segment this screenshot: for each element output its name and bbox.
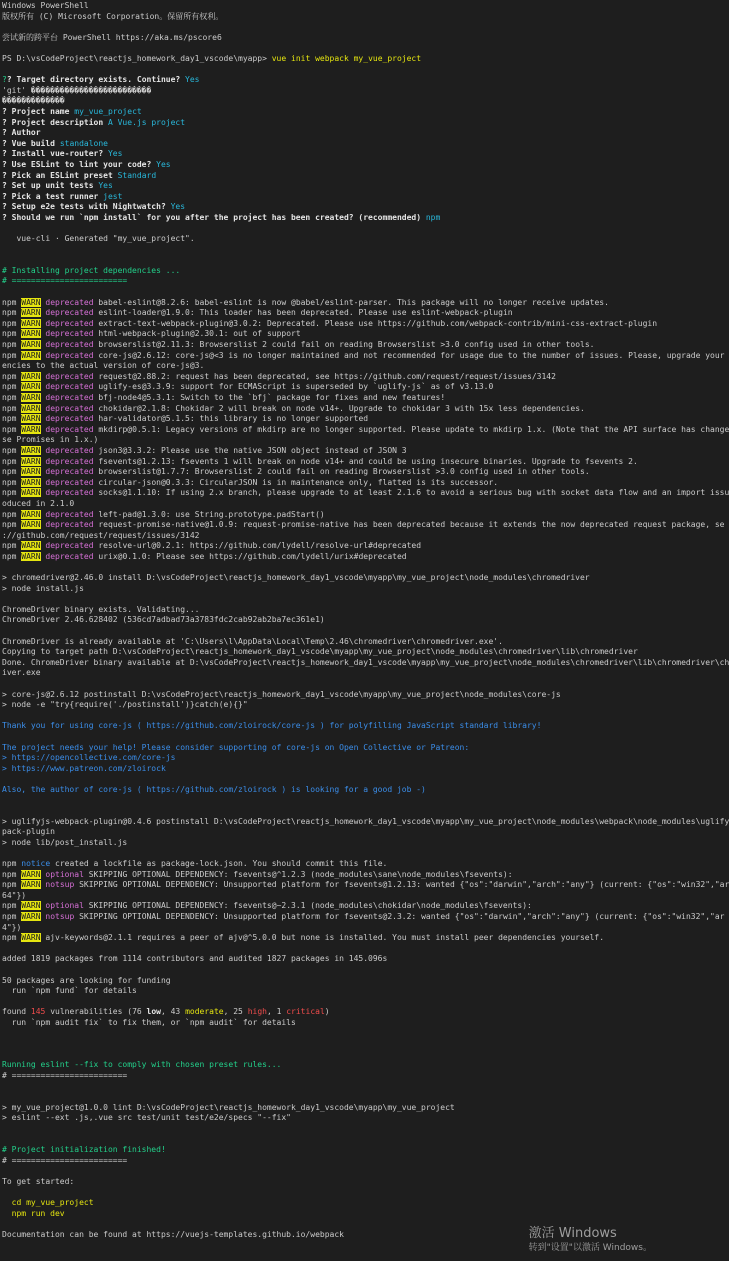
corejs-link-2[interactable]: > https://www.patreon.com/zloirock bbox=[2, 763, 166, 773]
terminal-output bbox=[2, 1, 729, 1240]
npm-deprecated-warning: npm WARN deprecated json3@3.3.2: Please use the native JSON object instead of JSON 3 bbox=[2, 445, 407, 455]
npm-deprecated-warning: npm WARN deprecated eslint-loader@1.9.0: This loader has been deprecated. Please use eslint-webpack-plugin bbox=[2, 308, 513, 318]
init-question: ? Setup e2e tests with Nightwatch? Yes bbox=[2, 202, 186, 212]
eslint-line-1: > my_vue_project@1.0.0 lint D:\vsCodeProject\reactjs_homework_day1_vscode\myapp\my_vue_project bbox=[2, 1102, 455, 1112]
npm-deprecated-warning: npm WARN deprecated request@2.88.2: request has been deprecated, see https://github.com/request/request/issues/3142 bbox=[2, 371, 556, 381]
chromedriver-line-6: Copying to target path D:\vsCodeProject\reactjs_homework_day1_vscode\myapp\my_vue_project\node_modules\chromedriver\lib\chromedriver bbox=[2, 647, 638, 657]
fund-line-1: 50 packages are looking for funding bbox=[2, 975, 171, 985]
git-error-1: 'git' ������������������������� bbox=[2, 85, 152, 95]
chromedriver-line-5: ChromeDriver is already available at 'C:\Users\l\AppData\Local\Temp\2.46\chromedriver\chromedriver.exe'. bbox=[2, 636, 503, 646]
init-question: ? Should we run `npm install` for you after the project has been created? (recommended) npm bbox=[2, 212, 441, 222]
install-rule: # ======================== bbox=[2, 276, 128, 286]
npm-deprecated-warning: npm WARN deprecated circular-json@0.3.3: CircularJSON is in maintenance only, flatted is its successor. bbox=[2, 477, 499, 487]
audit-line: run `npm audit fix` to fix them, or `npm audit` for details bbox=[2, 1018, 296, 1027]
corejs-line-1: > core-js@2.6.12 postinstall D:\vsCodeProject\reactjs_homework_day1_vscode\myapp\my_vue_project\node_modules\core-js bbox=[2, 689, 561, 699]
npm-deprecated-warning: npm WARN deprecated left-pad@1.3.0: use String.prototype.padStart() bbox=[2, 509, 325, 519]
npm-deprecated-warning: npm WARN deprecated socks@1.1.10: If using 2.x branch, please upgrade to at least 2.1.6 to avoid a serious bug with socket data flow and an import issu bbox=[2, 488, 729, 498]
npm-deprecated-warning: npm WARN deprecated core-js@2.6.12: core-js@<3 is no longer maintained and not recommended for usage due to the number of issues. Please, upgrade your bbox=[2, 350, 725, 360]
npm-deprecated-warning: npm WARN deprecated bfj-node4@5.3.1: Switch to the `bfj` package for fixes and new features! bbox=[2, 392, 446, 402]
corejs-help: The project needs your help! Please consider supporting of core-js on Open Collective or Patreon: bbox=[2, 742, 470, 752]
npm-deprecated-warning: npm WARN deprecated html-webpack-plugin@2.30.1: out of support bbox=[2, 329, 301, 339]
corejs-thanks: Thank you for using core-js ( https://github.com/zloirock/core-js ) for polyfilling JavaScript standard library! bbox=[2, 721, 542, 731]
npm-notice: npm notice created a lockfile as package-lock.json. You should commit this file. bbox=[2, 859, 388, 869]
added-summary: added 1819 packages from 1114 contributors and audited 1827 packages in 145.096s bbox=[2, 954, 388, 964]
npm-optional-2: npm WARN optional SKIPPING OPTIONAL DEPENDENCY: fsevents@~2.3.1 (node_modules\chokidar\node_modules\fsevents): bbox=[2, 901, 532, 911]
eslint-title: Running eslint --fix to comply with chosen preset rules... bbox=[2, 1060, 282, 1070]
prompt-line bbox=[2, 54, 660, 65]
prompt-path: PS D:\vsCodeProject\reactjs_homework_day1_vscode\myapp> bbox=[2, 53, 267, 63]
npm-deprecated-warning: npm WARN deprecated browserslist@1.7.7: Browserslist 2 could fail on reading Browserslist >3.0 config used in other tools. bbox=[2, 467, 590, 477]
npm-warning-continuation: oduced in 2.1.0 bbox=[2, 498, 75, 508]
npm-deprecated-warning: npm WARN deprecated resolve-url@0.2.1: https://github.com/lydell/resolve-url#deprecated bbox=[2, 541, 422, 551]
init-question: ? Pick a test runner jest bbox=[2, 191, 123, 201]
finish-rule: # ======================== bbox=[2, 1155, 128, 1165]
init-question: ? Set up unit tests Yes bbox=[2, 181, 113, 191]
ps-copyright: 版权所有 (C) Microsoft Corporation。保留所有权利。 bbox=[2, 11, 224, 21]
cmd-npm-run: npm run dev bbox=[2, 1208, 65, 1218]
activate-windows-watermark bbox=[529, 1226, 652, 1254]
install-title: # Installing project dependencies ... bbox=[2, 265, 181, 275]
watermark-title: 激活 Windows bbox=[528, 1226, 617, 1241]
question-target: ?? Target directory exists. Continue? Yes bbox=[2, 75, 200, 85]
init-question: ? Author bbox=[2, 128, 41, 138]
npm-deprecated-warning: npm WARN deprecated fsevents@1.2.13: fsevents 1 will break on node v14+ and could be using insecure binaries. Upgrade to fsevents 2. bbox=[2, 456, 638, 466]
npm-optional-1: npm WARN optional SKIPPING OPTIONAL DEPENDENCY: fsevents@^1.2.3 (node_modules\sane\node_modules\fsevents): bbox=[2, 869, 513, 879]
finish-title: # Project initialization finished! bbox=[2, 1145, 166, 1155]
chromedriver-line-4: ChromeDriver 2.46.628402 (536cd7adbad73a3783fdc2cab92ab2ba7ec361e1) bbox=[2, 615, 325, 625]
get-started: To get started: bbox=[2, 1176, 75, 1186]
chromedriver-line-2: > node install.js bbox=[2, 583, 84, 593]
npm-warning-continuation: ://github.com/request/request/issues/3142 bbox=[2, 530, 200, 540]
prompt-command: vue init webpack my_vue_project bbox=[271, 53, 422, 63]
init-question: ? Project name my_vue_project bbox=[2, 106, 142, 116]
corejs-line-2: > node -e "try{require('./postinstall')}catch(e){}" bbox=[2, 700, 248, 710]
uglify-line-3: > node lib/post_install.js bbox=[2, 837, 128, 847]
init-question: ? Project description A Vue.js project bbox=[2, 117, 186, 127]
npm-deprecated-warning: npm WARN deprecated browserslist@2.11.3: Browserslist 2 could fail on reading Browserslist >3.0 config used in other tools. bbox=[2, 340, 595, 349]
corejs-author: Also, the author of core-js ( https://github.com/zloirock ) is looking for a good job -) bbox=[2, 784, 426, 794]
fund-line-2: run `npm fund` for details bbox=[2, 986, 137, 996]
chromedriver-line-3: ChromeDriver binary exists. Validating... bbox=[2, 604, 200, 614]
chromedriver-line-1: > chromedriver@2.46.0 install D:\vsCodeProject\reactjs_homework_day1_vscode\myapp\my_vue_project\node_modules\chromedriver bbox=[2, 573, 590, 583]
eslint-line-2: > eslint --ext .js,.vue src test/unit test/e2e/specs "--fix" bbox=[2, 1113, 291, 1123]
vulnerabilities-line: found 145 vulnerabilities (76 low, 43 moderate, 25 high, 1 critical) bbox=[2, 1007, 330, 1017]
chromedriver-line-8: iver.exe bbox=[2, 668, 41, 678]
npm-warning-continuation: se Promises in 1.x.) bbox=[2, 435, 99, 445]
ps-tip: 尝试新的跨平台 PowerShell https://aka.ms/pscore6 bbox=[2, 32, 222, 42]
documentation-line: Documentation can be found at https://vuejs-templates.github.io/webpack bbox=[2, 1229, 344, 1239]
npm-deprecated-warning: npm WARN deprecated extract-text-webpack-plugin@3.0.2: Deprecated. Please use https://github.com/webpack-contrib/mini-css-extract-plugin bbox=[2, 318, 658, 328]
npm-peer-warning: npm WARN ajv-keywords@2.1.1 requires a peer of ajv@^5.0.0 but none is installed. You must install peer dependencies yourself. bbox=[2, 933, 605, 943]
watermark-subtitle: 转到"设置"以激活 Windows。 bbox=[528, 1243, 652, 1253]
npm-deprecated-warning: npm WARN deprecated har-validator@5.1.5: this library is no longer supported bbox=[2, 414, 369, 424]
eslint-rule: # ======================== bbox=[2, 1070, 128, 1080]
init-question: ? Install vue-router? Yes bbox=[2, 149, 123, 159]
chromedriver-line-7: Done. ChromeDriver binary available at D:\vsCodeProject\reactjs_homework_day1_vscode\myapp\my_vue_project\node_modules\chromedriver\lib\chromedriver\ch bbox=[2, 657, 729, 667]
npm-notsup-1-cont: 64"}) bbox=[2, 890, 27, 900]
npm-notsup-2: npm WARN notsup SKIPPING OPTIONAL DEPENDENCY: Unsupported platform for fsevents@2.3.2: wanted {"os":"darwin","arch":"any"} (current: {"os":"win32","ar bbox=[2, 912, 725, 922]
npm-deprecated-warning: npm WARN deprecated urix@0.1.0: Please see https://github.com/lydell/urix#deprecated bbox=[2, 551, 407, 561]
init-question: ? Use ESLint to lint your code? Yes bbox=[2, 159, 171, 169]
npm-notsup-1: npm WARN notsup SKIPPING OPTIONAL DEPENDENCY: Unsupported platform for fsevents@1.2.13: wanted {"os":"darwin","arch":"any"} (current: {"os":"win32","ar bbox=[2, 880, 729, 890]
uglify-line-1: > uglifyjs-webpack-plugin@0.4.6 postinstall D:\vsCodeProject\reactjs_homework_day1_vscode\myapp\my_vue_project\node_modules\webpack\node_modules\uglify bbox=[2, 816, 729, 826]
init-question: ? Vue build standalone bbox=[2, 138, 108, 148]
npm-deprecated-warning: npm WARN deprecated babel-eslint@8.2.6: babel-eslint is now @babel/eslint-parser. This package will no longer receive updates. bbox=[2, 297, 609, 307]
npm-notsup-2-cont: 4"}) bbox=[2, 922, 22, 932]
npm-deprecated-warning: npm WARN deprecated request-promise-native@1.0.9: request-promise-native has been deprecated because it extends the now deprecated request package, se bbox=[2, 520, 725, 530]
init-question: ? Pick an ESLint preset Standard bbox=[2, 170, 157, 180]
npm-warning-continuation: encies to the actual version of core-js@3. bbox=[2, 361, 205, 371]
vue-cli-generated: vue-cli · Generated "my_vue_project". bbox=[2, 234, 195, 244]
cmd-cd: cd my_vue_project bbox=[2, 1198, 94, 1208]
ps-title: Windows PowerShell bbox=[2, 1, 89, 10]
git-error-2: ������������� bbox=[2, 96, 65, 106]
npm-deprecated-warning: npm WARN deprecated mkdirp@0.5.1: Legacy versions of mkdirp are no longer supported. Please update to mkdirp 1.x. (Note that the API surface has change bbox=[2, 424, 729, 434]
corejs-link-1[interactable]: > https://opencollective.com/core-js bbox=[2, 753, 176, 763]
uglify-line-2: pack-plugin bbox=[2, 827, 55, 837]
npm-deprecated-warning: npm WARN deprecated uglify-es@3.3.9: support for ECMAScript is superseded by `uglify-js` as of v3.13.0 bbox=[2, 382, 494, 392]
npm-deprecated-warning: npm WARN deprecated chokidar@2.1.8: Chokidar 2 will break on node v14+. Upgrade to chokidar 3 with 15x less dependencies. bbox=[2, 403, 585, 413]
